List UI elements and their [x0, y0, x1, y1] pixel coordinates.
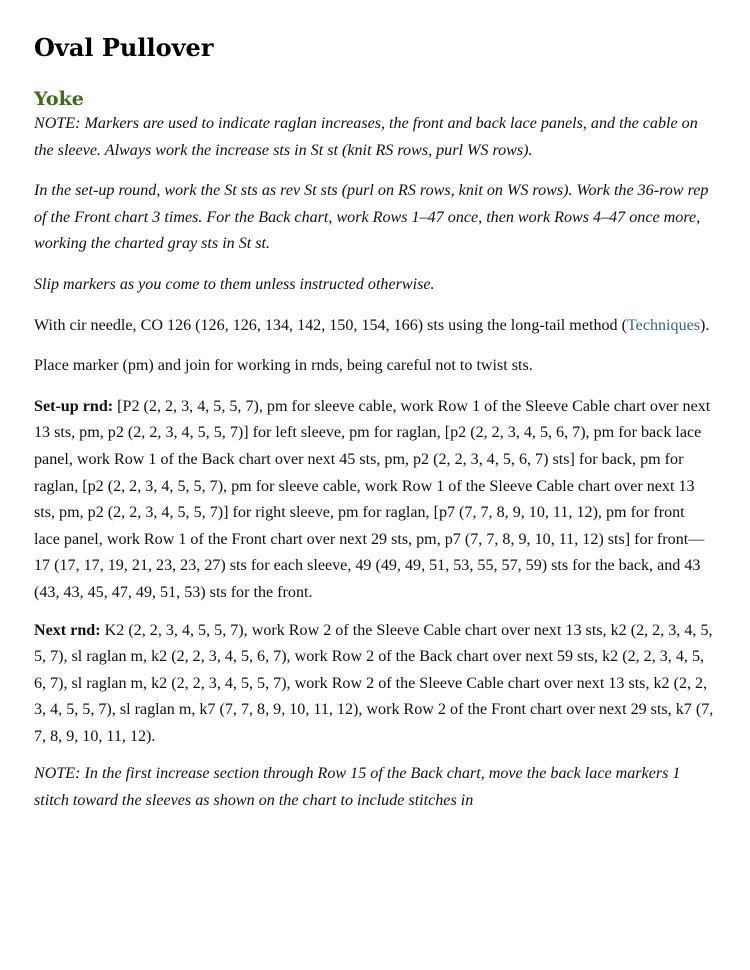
note-back-chart: NOTE: In the first increase section through Row 15 of the Back chart, move the back lace markers 1 stitch toward the sleeves as shown on the chart to include stitches in	[34, 765, 681, 810]
techniques-link[interactable]: Techniques	[626, 316, 701, 334]
setup-rnd-text: [P2 (2, 2, 3, 4, 5, 5, 7), pm for sleeve cable, work Row 1 of the Sleeve Cable chart over next 13 sts, pm, p2 (2, 2, 3, 4, 5, 5, 7)] for left sleeve, pm for raglan, [p2 (2, 2, 3, 4, 5, 6, 7), pm for back lace panel, work Row 1 of the Back chart over next 45 sts, pm, p2 (2, 2, 3, 4, 5, 6, 7) sts] for back, pm for raglan, [p2 (2, 2, 3, 4, 5, 5, 7), pm for sleeve cable, work Row 1 of the Sleeve Cable chart over next 13 sts, pm, p2 (2, 2, 3, 4, 5, 5, 7)] for right sleeve, pm for raglan, [p7 (7, 7, 8, 9, 10, 11, 12), pm for front lace panel, work Row 1 of the Front chart over next 29 sts, pm, p7 (7, 7, 8, 9, 10, 11, 12) sts] for front—17 (17, 17, 19, 21, 23, 23, 27) sts for each sleeve, 49 (49, 49, 51, 53, 55, 57, 59) sts for the back, and 43 (43, 43, 45, 47, 49, 51, 53) sts for the front.	[34, 397, 711, 601]
para-setup-rnd	[34, 394, 714, 607]
setup-rnd-label: Set-up rnd:	[34, 397, 114, 415]
para-slip-markers: Slip markers as you come to them unless instructed otherwise.	[34, 275, 435, 293]
section-heading-yoke: Yoke	[34, 88, 84, 110]
cast-on-text-end: ).	[700, 316, 710, 334]
cast-on-text: With cir needle, CO 126 (126, 126, 134, 142, 150, 154, 166) sts using the long-tail method (	[34, 316, 627, 334]
next-rnd-text: K2 (2, 2, 3, 4, 5, 5, 7), work Row 2 of the Sleeve Cable chart over next 13 sts, k2 (2, 2, 3, 4, 5, 5, 7), sl raglan m, k2 (2, 2, 3, 4, 5, 6, 7), work Row 2 of the Back chart over next 59 sts, k2 (2, 2, 3, 4, 5, 6, 7), sl raglan m, k2 (2, 2, 3, 4, 5, 5, 7), work Row 2 of the Sleeve Cable chart over next 13 sts, k2 (2, 2, 3, 4, 5, 5, 7), sl raglan m, k7 (7, 7, 8, 9, 10, 11, 12), work Row 2 of the Front chart over next 29 sts, k7 (7, 7, 8, 9, 10, 11, 12).	[34, 621, 714, 745]
para-cast-on	[34, 313, 714, 340]
para-setup-intro: In the set-up round, work the St sts as rev St sts (purl on RS rows, knit on WS rows). Work the 36-row rep of the Front chart 3 times. For the Back chart, work Rows 1–47 once, then work Rows 4–47 once more, working the charted gray sts in St st.	[34, 182, 709, 253]
next-rnd-label: Next rnd:	[34, 621, 101, 639]
para-join: Place marker (pm) and join for working in rnds, being careful not to twist sts.	[34, 357, 533, 375]
page-title: Oval Pullover	[34, 33, 214, 62]
note-markers: NOTE: Markers are used to indicate raglan increases, the front and back lace panels, and the cable on the sleeve. Always work the increase sts in St st (knit RS rows, purl WS rows).	[34, 115, 698, 159]
para-next-rnd	[34, 618, 714, 751]
